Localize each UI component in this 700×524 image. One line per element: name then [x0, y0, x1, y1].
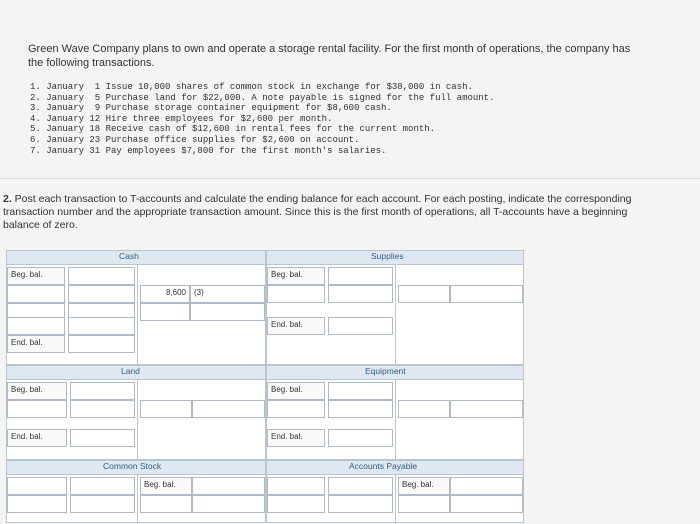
- debit-amount-input[interactable]: [328, 285, 393, 303]
- debit-amount-input[interactable]: [70, 477, 135, 495]
- t-account-equipment: [266, 365, 524, 460]
- end-bal-input[interactable]: [70, 429, 135, 447]
- beg-bal-label: Beg. bal.: [7, 267, 65, 285]
- debit-ref-input[interactable]: [7, 400, 67, 418]
- credit-ref-input[interactable]: [450, 495, 523, 513]
- credit-ref-input[interactable]: (3): [190, 285, 265, 303]
- end-bal-label: End. bal.: [7, 335, 65, 353]
- credit-ref-input[interactable]: [190, 303, 265, 321]
- credit-ref-input[interactable]: [192, 495, 265, 513]
- beg-bal-label: Beg. bal.: [398, 477, 450, 495]
- debit-amount-input[interactable]: [70, 400, 135, 418]
- t-account-supplies: [266, 250, 524, 365]
- debit-amount-input[interactable]: [68, 285, 135, 303]
- account-title: Land: [121, 366, 140, 376]
- account-title: Common Stock: [103, 461, 162, 471]
- debit-amount-input[interactable]: [7, 477, 67, 495]
- end-bal-label: End. bal.: [267, 317, 325, 335]
- beg-bal-label: Beg. bal.: [267, 382, 325, 400]
- account-title: Equipment: [365, 366, 406, 376]
- t-account-land: [6, 365, 266, 460]
- list-item: 3. January 9 Purchase storage container equipment for $8,600 cash.: [30, 103, 392, 114]
- credit-amount-input[interactable]: [398, 285, 450, 303]
- beg-bal-label: Beg. bal.: [7, 382, 67, 400]
- debit-amount-input[interactable]: [328, 382, 393, 400]
- t-account-header: [267, 366, 523, 380]
- beg-bal-label: Beg. bal.: [140, 477, 192, 495]
- t-account-accounts-payable: [266, 460, 524, 523]
- t-account-header: [267, 461, 523, 475]
- credit-ref-input[interactable]: [450, 400, 523, 418]
- debit-ref-input[interactable]: [267, 285, 325, 303]
- credit-amount-input[interactable]: [140, 495, 192, 513]
- credit-amount-input[interactable]: [192, 477, 265, 495]
- list-item: 7. January 31 Pay employees $7,800 for the first month's salaries.: [30, 145, 387, 156]
- list-item: 1. January 1 Issue 10,000 shares of common stock in exchange for $38,000 in cash.: [30, 82, 473, 92]
- t-account-common-stock: [6, 460, 266, 523]
- list-item: 2. January 5 Purchase land for $22,000. A note payable is signed for the full amount.: [30, 92, 495, 103]
- credit-amount-input[interactable]: 8,600: [140, 285, 190, 303]
- transaction-list: [30, 82, 494, 156]
- debit-amount-input[interactable]: [70, 495, 135, 513]
- debit-ref-input[interactable]: [7, 317, 65, 335]
- account-title: Cash: [119, 251, 139, 261]
- credit-amount-input[interactable]: [140, 400, 192, 418]
- debit-ref-input[interactable]: [267, 400, 325, 418]
- t-account-header: [7, 461, 265, 475]
- question-number: 2.: [3, 193, 12, 205]
- list-item: 6. January 23 Purchase office supplies for $2,600 on account.: [30, 134, 360, 145]
- end-bal-input[interactable]: [68, 335, 135, 353]
- end-bal-label: End. bal.: [7, 429, 67, 447]
- debit-ref-input[interactable]: [7, 495, 67, 513]
- account-title: Supplies: [371, 251, 404, 261]
- t-account-cash: [6, 250, 266, 365]
- credit-ref-input[interactable]: [450, 285, 523, 303]
- debit-amount-input[interactable]: [328, 400, 393, 418]
- credit-ref-input[interactable]: [192, 400, 265, 418]
- debit-amount-input[interactable]: [328, 267, 393, 285]
- credit-amount-input[interactable]: [140, 303, 190, 321]
- list-item: 5. January 18 Receive cash of $12,600 in rental fees for the current month.: [30, 124, 436, 135]
- debit-amount-input[interactable]: [267, 477, 325, 495]
- end-bal-input[interactable]: [328, 429, 393, 447]
- debit-amount-input[interactable]: [328, 495, 393, 513]
- debit-ref-input[interactable]: [267, 495, 325, 513]
- intro-text: Green Wave Company plans to own and operate a storage rental facility. For the first month of operations, the company has the following transactions.: [28, 43, 631, 69]
- question-2: [3, 193, 663, 232]
- section-divider: [0, 178, 700, 179]
- t-account-header: [7, 366, 265, 380]
- question-text: Post each transaction to T-accounts and calculate the ending balance for each account. For each posting, indicate the corresponding transaction number and the appropriate transaction amount. Since this is the first month of operations, all T-accounts have a beginning balance of zero.: [3, 193, 632, 231]
- end-bal-label: End. bal.: [267, 429, 325, 447]
- t-account-header: [7, 251, 265, 265]
- t-account-header: [267, 251, 523, 265]
- debit-amount-input[interactable]: [68, 317, 135, 335]
- end-bal-input[interactable]: [328, 317, 393, 335]
- credit-amount-input[interactable]: [450, 477, 523, 495]
- beg-bal-label: Beg. bal.: [267, 267, 325, 285]
- debit-amount-input[interactable]: [68, 267, 135, 285]
- debit-amount-input[interactable]: [70, 382, 135, 400]
- account-title: Accounts Payable: [349, 461, 418, 471]
- credit-amount-input[interactable]: [398, 400, 450, 418]
- debit-ref-input[interactable]: [7, 285, 65, 303]
- list-item: 4. January 12 Hire three employees for $2,600 per month.: [30, 113, 333, 124]
- credit-amount-input[interactable]: [398, 495, 450, 513]
- debit-amount-input[interactable]: [328, 477, 393, 495]
